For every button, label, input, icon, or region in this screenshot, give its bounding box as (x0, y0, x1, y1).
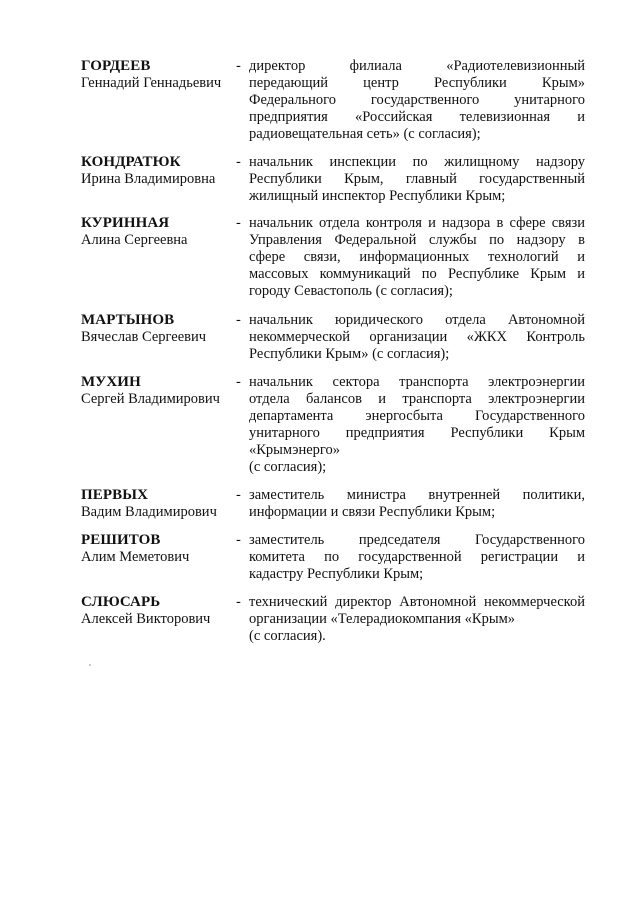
separator-dash: - (236, 487, 241, 503)
member-position (249, 594, 585, 645)
position-line: начальник сектора транспорта электроэнергии (249, 374, 585, 390)
position-line: комитета по государственной регистрации и (249, 549, 585, 565)
member-surname: РЕШИТОВ (81, 532, 161, 548)
member-given-name: Алексей Викторович (81, 611, 211, 627)
position-line: Республики Крым, главный государственный (249, 171, 585, 187)
member-given-name: Геннадий Геннадьевич (81, 75, 222, 91)
separator-dash: - (236, 312, 241, 328)
member-surname: МУХИН (81, 374, 141, 390)
member-position (249, 374, 585, 476)
position-line: (с согласия); (249, 459, 327, 475)
position-line: Федерального государственного унитарного (249, 92, 585, 108)
scan-speck (89, 664, 91, 666)
separator-dash: - (236, 594, 241, 610)
separator-dash: - (236, 532, 241, 548)
position-line: начальник инспекции по жилищному надзору (249, 154, 585, 170)
position-line: Республики Крым» (с согласия); (249, 346, 450, 362)
member-given-name: Алим Меметович (81, 549, 190, 565)
position-line: жилищный инспектор Республики Крым; (249, 188, 506, 204)
position-line: информации и связи Республики Крым; (249, 504, 496, 520)
member-position (249, 215, 585, 300)
member-given-name: Сергей Владимирович (81, 391, 220, 407)
position-line: технический директор Автономной некоммерческой (249, 594, 585, 610)
member-name (81, 487, 231, 521)
member-position (249, 532, 585, 583)
member-name (81, 58, 231, 92)
position-line: отдела балансов и транспорта электроэнергии (249, 391, 585, 407)
member-surname: ГОРДЕЕВ (81, 58, 151, 74)
member-name (81, 594, 231, 628)
member-name (81, 532, 231, 566)
position-line: некоммерческой организации «ЖКХ Контроль (249, 329, 585, 345)
member-given-name: Вадим Владимирович (81, 504, 217, 520)
separator-dash: - (236, 374, 241, 390)
position-line: (с согласия). (249, 628, 326, 644)
member-given-name: Алина Сергеевна (81, 232, 188, 248)
member-name (81, 374, 231, 408)
member-surname: КУРИННАЯ (81, 215, 170, 231)
member-surname: МАРТЫНОВ (81, 312, 175, 328)
separator-dash: - (236, 215, 241, 231)
position-line: радиовещательная сеть» (с согласия); (249, 126, 481, 142)
position-line: заместитель председателя Государственного (249, 532, 585, 548)
member-given-name: Ирина Владимировна (81, 171, 216, 187)
position-line: массовых коммуникаций по Республике Крым и (249, 266, 585, 282)
position-line: директор филиала «Радиотелевизионный (249, 58, 585, 74)
position-line: сфере связи, информационных технологий и (249, 249, 585, 265)
position-line: организации «Телерадиокомпания «Крым» (249, 611, 516, 627)
position-line: передающий центр Республики Крым» (249, 75, 585, 91)
position-line: «Крымэнерго» (249, 442, 341, 458)
position-line: начальник отдела контроля и надзора в сфере связи (249, 215, 585, 231)
separator-dash: - (236, 154, 241, 170)
member-given-name: Вячеслав Сергеевич (81, 329, 207, 345)
member-position (249, 58, 585, 143)
separator-dash: - (236, 58, 241, 74)
position-line: Управления Федеральной службы по надзору в (249, 232, 585, 248)
position-line: предприятия «Российская телевизионная и (249, 109, 585, 125)
position-line: заместитель министра внутренней политики, (249, 487, 585, 503)
member-position (249, 487, 585, 521)
position-line: кадастру Республики Крым; (249, 566, 424, 582)
member-name (81, 154, 231, 188)
position-line: городу Севастополь (с согласия); (249, 283, 453, 299)
member-position (249, 154, 585, 205)
member-surname: ПЕРВЫХ (81, 487, 149, 503)
position-line: унитарного предприятия Республики Крым (249, 425, 585, 441)
position-line: начальник юридического отдела Автономной (249, 312, 585, 328)
position-line: департамента энергосбыта Государственного (249, 408, 585, 424)
member-surname: КОНДРАТЮК (81, 154, 181, 170)
member-name (81, 312, 231, 346)
member-position (249, 312, 585, 363)
member-name (81, 215, 231, 249)
member-surname: СЛЮСАРЬ (81, 594, 161, 610)
